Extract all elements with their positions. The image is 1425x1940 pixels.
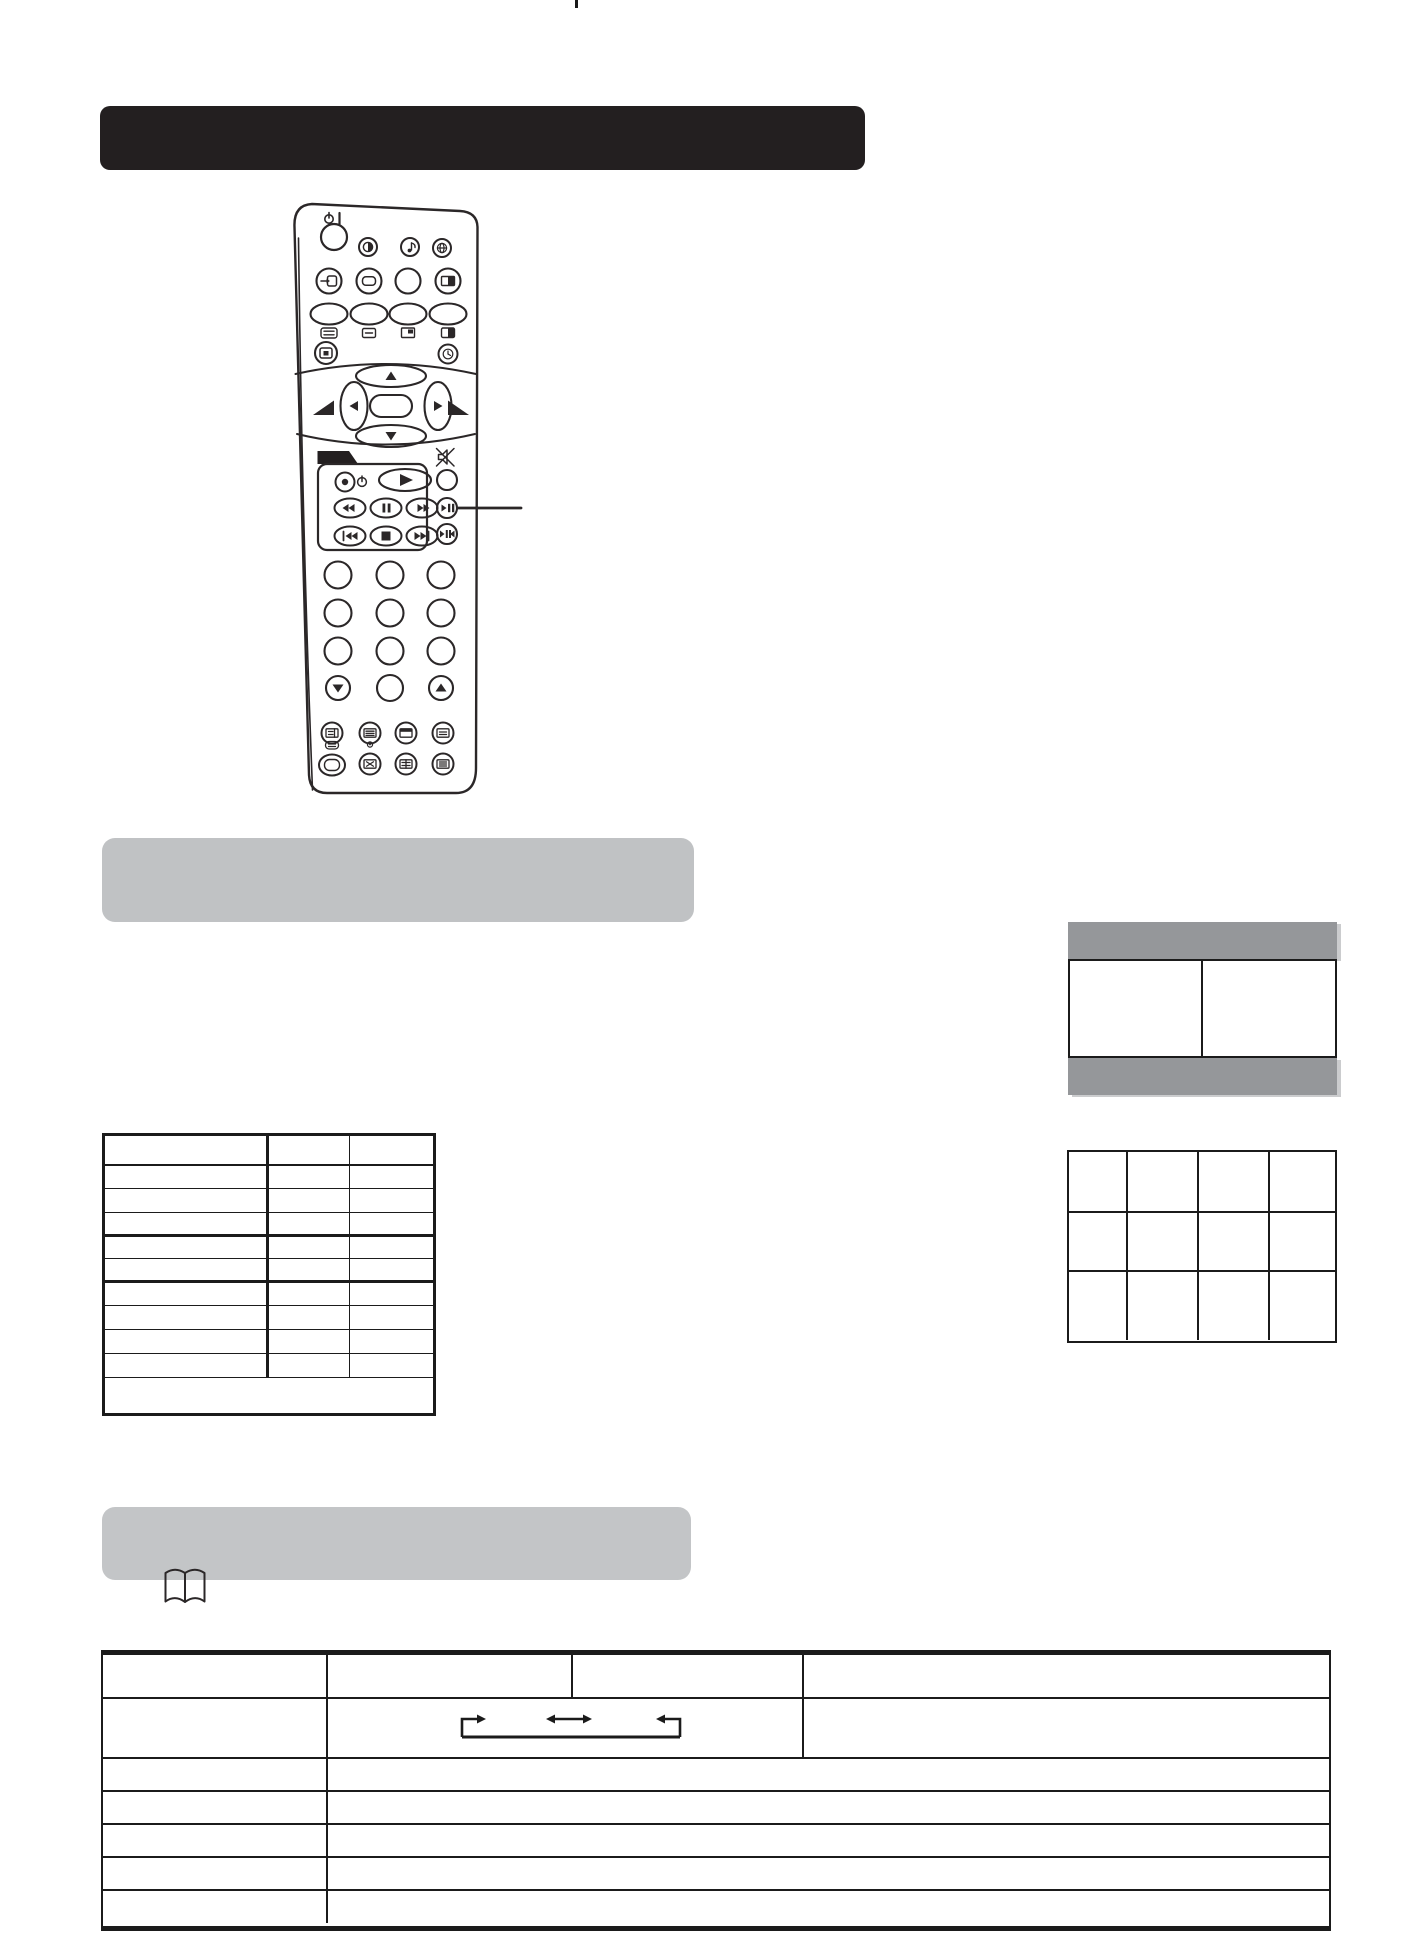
table-cell (1128, 1152, 1199, 1211)
play-icon (400, 474, 413, 486)
section-heading-1-label (102, 838, 694, 922)
stop-icon (382, 532, 391, 541)
header-cell (328, 1655, 573, 1697)
sound-icon (408, 243, 415, 252)
channel-down-icon (333, 685, 344, 693)
fast-forward-button (407, 499, 438, 518)
page-title (100, 106, 865, 170)
right-panel-subheader (1068, 1058, 1337, 1095)
table-cell (1069, 1152, 1128, 1211)
menu-button (315, 342, 337, 364)
teletext-double-icon (400, 760, 412, 768)
play-button (379, 469, 431, 491)
book-icon (163, 1566, 207, 1608)
table-row (105, 1354, 433, 1378)
table-cell (105, 1189, 269, 1212)
table-cell (103, 1858, 328, 1889)
ok-button (370, 395, 412, 417)
power-icon (325, 213, 340, 225)
table-row (105, 1189, 433, 1213)
nav-down-icon (386, 432, 397, 441)
vcr-power-icon (358, 476, 367, 486)
vcr-section-tab (318, 451, 359, 464)
half-screen-icon (442, 328, 455, 338)
table-cell (350, 1259, 433, 1280)
table-row (105, 1330, 433, 1354)
nav-left-icon (350, 401, 359, 411)
table-cell (105, 1330, 269, 1353)
channel-up-icon (436, 684, 447, 692)
table-cell (1270, 1272, 1335, 1340)
section-heading-1 (102, 838, 694, 922)
input-select-button (317, 269, 342, 294)
teletext-subtitle-button (433, 723, 454, 744)
table-row (105, 1283, 433, 1306)
table-cell (350, 1237, 433, 1258)
rewind-button (335, 499, 366, 518)
teletext-index-icon (326, 729, 338, 737)
teletext-cancel-button (360, 754, 381, 775)
function-button-3 (390, 304, 427, 325)
screen-shape-icon (325, 760, 340, 771)
table-cell (269, 1166, 350, 1188)
right-grid-table (1067, 1150, 1337, 1343)
input-select-icon (321, 276, 337, 286)
screen-shape-button (319, 755, 345, 776)
record-button (336, 473, 355, 492)
rewind-icon (343, 504, 355, 512)
table-cell (105, 1237, 269, 1258)
right-panel-header (1068, 922, 1337, 959)
table-cell (269, 1213, 350, 1234)
table-cell (269, 1237, 350, 1258)
pause-button (371, 499, 402, 518)
header-cell (804, 1655, 1330, 1697)
next-button (407, 527, 438, 546)
volume-down-icon (313, 401, 334, 416)
table-cell (350, 1330, 433, 1353)
table-row (1069, 1152, 1335, 1213)
table-cell (269, 1136, 350, 1164)
mute-button (437, 470, 457, 490)
table-cell (328, 1825, 1330, 1856)
controls-table (101, 1650, 1331, 1931)
sound-button (401, 238, 419, 256)
table-cell (269, 1283, 350, 1305)
table-cell (350, 1354, 433, 1377)
function-button-1 (311, 304, 348, 325)
cycle-arrow-right (462, 1719, 477, 1737)
teletext-size-icon (400, 729, 412, 737)
table-cell (103, 1792, 328, 1823)
remote-control-illustration (270, 193, 530, 808)
right-panel-header-label (1068, 922, 1337, 959)
table-cell (105, 1259, 269, 1280)
table-cell (103, 1891, 328, 1923)
table-row (1069, 1213, 1335, 1272)
table-row (103, 1825, 1329, 1858)
text-lines-icon (321, 328, 337, 338)
table-cell (328, 1699, 804, 1757)
table-cell (103, 1825, 328, 1856)
table-cell (1199, 1152, 1270, 1211)
nav-right-icon (434, 401, 443, 411)
header-cell (573, 1655, 804, 1697)
table-row (105, 1306, 433, 1330)
table-row (105, 1213, 433, 1237)
table-cell (1069, 1272, 1128, 1340)
table-cell (350, 1166, 433, 1188)
table-cell (1070, 961, 1203, 1056)
table-cell (804, 1699, 1330, 1757)
spec-table (102, 1133, 436, 1416)
contrast-button (359, 238, 377, 256)
table-row (103, 1759, 1329, 1792)
cycle-diagram (456, 1709, 686, 1747)
table-cell (350, 1213, 433, 1234)
digit-buttons (325, 562, 455, 702)
page-registration-mark (575, 0, 578, 8)
teletext-mix-button (360, 723, 381, 744)
table-row (105, 1136, 433, 1166)
table-cell (105, 1306, 269, 1329)
table-cell (350, 1189, 433, 1212)
dash-icon (363, 329, 376, 338)
index-search-button (437, 524, 457, 544)
table-cell (1069, 1213, 1128, 1270)
table-row (105, 1166, 433, 1189)
picture-button (396, 269, 421, 294)
function-button-2 (351, 304, 388, 325)
screen-format-button (357, 269, 382, 294)
teletext-subtitle-icon (437, 729, 449, 737)
table-cell (328, 1792, 1330, 1823)
table-cell (105, 1283, 269, 1305)
table-row (103, 1858, 1329, 1891)
stop-button (371, 527, 402, 546)
table-row (103, 1792, 1329, 1825)
right-panel-subheader-label (1068, 1058, 1337, 1095)
table-row (105, 1237, 433, 1259)
nav-pad (313, 365, 469, 447)
av-status-button (437, 498, 457, 518)
timer-button (439, 345, 458, 364)
page-title-bar (100, 106, 865, 170)
header-cell (103, 1655, 328, 1697)
body-curve-lower (297, 434, 475, 445)
table-cell (1270, 1152, 1335, 1211)
table-cell (269, 1306, 350, 1329)
function-button-4 (430, 304, 467, 325)
previous-button (335, 527, 366, 546)
table-cell (328, 1759, 1330, 1790)
table-cell (105, 1354, 269, 1377)
table-row (103, 1699, 1329, 1759)
table-cell (328, 1858, 1330, 1889)
table-cell (350, 1136, 433, 1164)
table-cell (269, 1189, 350, 1212)
table-cell (1199, 1213, 1270, 1270)
remote-body-contour (299, 238, 313, 790)
table-cell (269, 1354, 350, 1377)
pip-icon (402, 328, 415, 338)
dual-screen-button (436, 269, 461, 294)
teletext-index-button (322, 723, 343, 744)
table-cell (103, 1699, 328, 1757)
table-cell (105, 1166, 269, 1188)
teletext-cancel-icon (364, 760, 376, 768)
table-cell (105, 1213, 269, 1234)
screen-format-icon (363, 277, 376, 286)
previous-icon (344, 532, 358, 541)
right-panel-table (1068, 959, 1337, 1058)
teletext-double-button (396, 754, 417, 775)
menu-icon (320, 348, 332, 358)
power-button (321, 224, 347, 250)
timer-icon (443, 349, 453, 359)
dual-screen-icon (442, 277, 455, 286)
record-icon (342, 479, 348, 485)
table-header-row (103, 1655, 1329, 1699)
table-row (1069, 1272, 1335, 1340)
index-search-icon (440, 530, 455, 538)
table-cell (350, 1306, 433, 1329)
cycle-arrow-left (665, 1719, 680, 1737)
nav-up-icon (386, 372, 397, 381)
table-cell (1270, 1213, 1335, 1270)
table-cell (1203, 961, 1335, 1056)
av-status-icon (442, 504, 455, 512)
table-cell (1128, 1272, 1199, 1340)
teletext-hold-icon (437, 760, 449, 768)
table-row (103, 1891, 1329, 1923)
teletext-mix-icon (364, 729, 376, 737)
table-cell (105, 1136, 269, 1164)
table-cell (328, 1891, 1330, 1923)
table-cell (1128, 1213, 1199, 1270)
teletext-size-button (396, 723, 417, 744)
language-icon (437, 243, 446, 252)
table-cell (350, 1283, 433, 1305)
table-cell (269, 1259, 350, 1280)
mute-icon (437, 449, 455, 467)
language-button (433, 239, 451, 257)
table-cell (103, 1759, 328, 1790)
pause-icon (383, 504, 391, 513)
teletext-hold-button (433, 754, 454, 775)
table-row (105, 1259, 433, 1283)
table-cell (269, 1330, 350, 1353)
table-cell (1199, 1272, 1270, 1340)
